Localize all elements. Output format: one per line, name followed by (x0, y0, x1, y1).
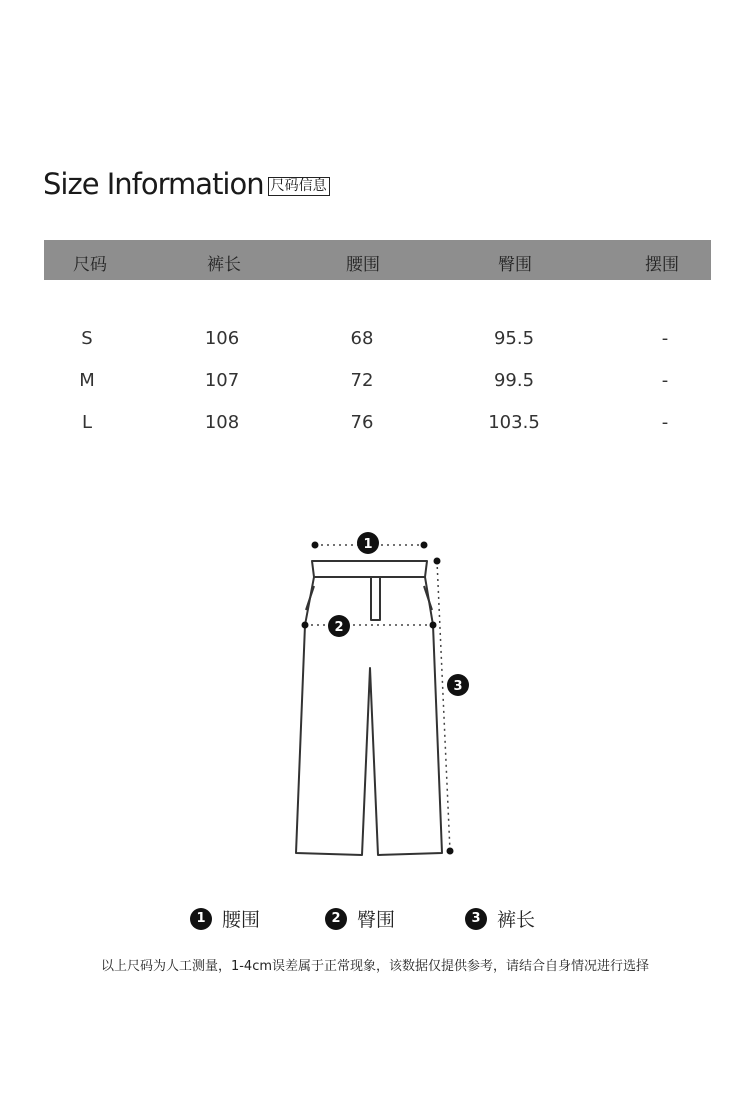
measure-dots (302, 542, 454, 855)
header-length: 裤长 (207, 255, 241, 275)
cell-waist: 68 (350, 328, 374, 349)
cell-hem: - (661, 370, 669, 391)
cell-hip: 103.5 (488, 412, 540, 433)
cell-size: M (79, 370, 95, 391)
title-main: Size Information (43, 167, 264, 201)
header-waist: 腰围 (346, 255, 380, 275)
cell-length: 108 (204, 412, 240, 433)
legend-label: 裤长 (497, 909, 536, 931)
header-hem: 摆围 (645, 255, 679, 275)
cell-hip: 99.5 (493, 370, 535, 391)
cell-hip: 95.5 (493, 328, 535, 349)
marker-2 (328, 615, 350, 637)
marker-3 (447, 674, 469, 696)
title-sub: 尺码信息 (268, 177, 330, 196)
legend-label: 臀围 (357, 909, 396, 931)
marker-1 (357, 532, 379, 554)
legend-num: 3 (465, 908, 487, 930)
cell-size: S (81, 328, 93, 349)
header-hip: 臀围 (498, 255, 532, 275)
legend-item-hip (325, 905, 395, 932)
legend-item-waist (190, 905, 260, 932)
cell-hem: - (661, 328, 669, 349)
cell-waist: 76 (350, 412, 374, 433)
legend (0, 905, 750, 933)
cell-size: L (81, 412, 93, 433)
legend-label: 腰围 (222, 909, 261, 931)
marker-3-label: 3 (453, 679, 463, 694)
cell-waist: 72 (350, 370, 374, 391)
measurement-note: 以上尺码为人工测量，1-4cm误差属于正常现象，该数据仅提供参考，请结合自身情况进行选择 (100, 959, 650, 974)
pants-outline-icon (296, 561, 442, 855)
header-size: 尺码 (73, 255, 107, 275)
cell-hem: - (661, 412, 669, 433)
marker-2-label: 2 (334, 620, 344, 635)
legend-num: 2 (325, 908, 347, 930)
cell-length: 107 (204, 370, 240, 391)
marker-1-label: 1 (363, 537, 373, 552)
legend-num: 1 (190, 908, 212, 930)
legend-item-length (465, 905, 535, 932)
cell-length: 106 (204, 328, 240, 349)
